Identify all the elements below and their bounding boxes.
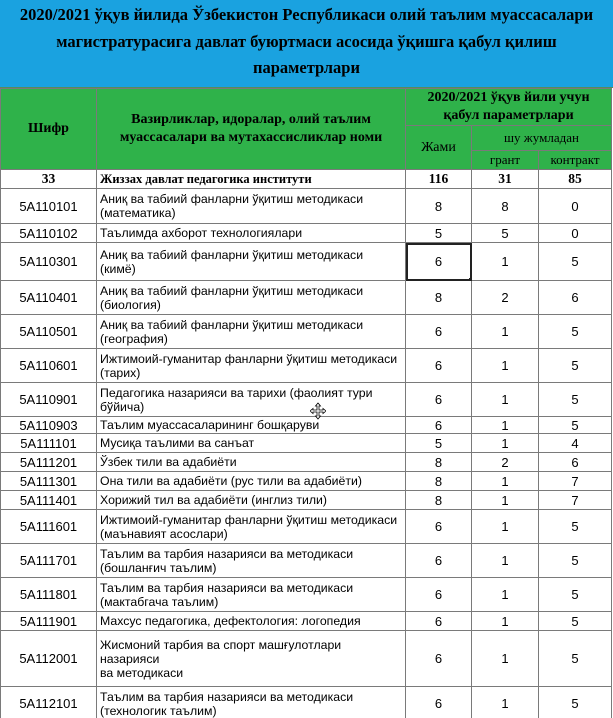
row-name[interactable] [97, 189, 406, 224]
institute-code[interactable]: 33 [1, 170, 97, 189]
institute-name[interactable]: Жиззах давлат педагогика институти [97, 170, 406, 189]
row-name-line: (маънавият асослари) [100, 526, 228, 541]
row-contract[interactable]: 5 [539, 417, 612, 434]
title-line-3: параметрлари [252, 58, 360, 77]
row-name[interactable] [97, 453, 406, 472]
row-total[interactable]: 8 [406, 189, 472, 224]
table-row [1, 243, 612, 281]
row-code[interactable]: 5A111901 [1, 612, 97, 631]
table-row [1, 472, 612, 491]
row-name-line: Ўзбек тили ва адабиёти [100, 455, 237, 469]
title-banner [0, 0, 613, 88]
row-name[interactable] [97, 417, 406, 434]
institute-grant[interactable]: 31 [472, 170, 539, 189]
row-total[interactable]: 6 [406, 349, 472, 383]
header-params [406, 89, 612, 126]
row-code[interactable]: 5A111601 [1, 510, 97, 544]
row-name-line: Таълим муассасаларининг бошқаруви [100, 418, 320, 432]
row-contract[interactable]: 5 [539, 578, 612, 612]
row-name-line: (математика) [100, 206, 176, 220]
row-contract[interactable]: 5 [539, 631, 612, 687]
row-name[interactable] [97, 243, 406, 281]
row-name[interactable] [97, 612, 406, 631]
row-total[interactable]: 6 [406, 612, 472, 631]
row-contract[interactable]: 7 [539, 491, 612, 510]
row-total[interactable]: 8 [406, 453, 472, 472]
row-total[interactable]: 8 [406, 491, 472, 510]
header-grant: грант [472, 151, 539, 170]
row-code[interactable]: 5A110101 [1, 189, 97, 224]
row-name[interactable] [97, 631, 406, 687]
row-grant[interactable]: 1 [472, 631, 539, 687]
row-contract[interactable]: 5 [539, 687, 612, 718]
row-grant[interactable]: 1 [472, 383, 539, 417]
row-total[interactable]: 6 [406, 315, 472, 349]
row-contract[interactable]: 5 [539, 315, 612, 349]
row-code[interactable]: 5A112001 [1, 631, 97, 687]
row-name-line: Хорижий тил ва адабиёти (инглиз тили) [100, 493, 327, 507]
table-row [1, 453, 612, 472]
row-total[interactable]: 6 [406, 544, 472, 578]
row-code[interactable]: 5A110301 [1, 243, 97, 281]
row-grant[interactable]: 1 [472, 315, 539, 349]
table-row [1, 687, 612, 718]
row-contract[interactable]: 5 [539, 243, 612, 281]
row-total[interactable]: 6 [406, 243, 472, 281]
header-contract: контракт [539, 151, 612, 170]
row-name[interactable] [97, 383, 406, 417]
table-row [1, 434, 612, 453]
institute-contract[interactable]: 85 [539, 170, 612, 189]
row-name[interactable] [97, 472, 406, 491]
row-code[interactable]: 5A111801 [1, 578, 97, 612]
row-total[interactable]: 6 [406, 383, 472, 417]
row-code[interactable]: 5A111301 [1, 472, 97, 491]
table-row [1, 224, 612, 243]
row-code[interactable]: 5A111701 [1, 544, 97, 578]
row-name-line: (мактабгача таълим) [100, 594, 219, 609]
row-name[interactable] [97, 510, 406, 544]
row-grant[interactable]: 2 [472, 453, 539, 472]
row-name[interactable] [97, 544, 406, 578]
row-contract[interactable]: 5 [539, 383, 612, 417]
row-name-line: бўйича) [100, 399, 145, 414]
row-grant[interactable]: 8 [472, 189, 539, 224]
row-code[interactable]: 5A111101 [1, 434, 97, 453]
table-row [1, 417, 612, 434]
row-name-line: (технологик таълим) [100, 703, 217, 718]
move-cursor-icon [310, 402, 326, 420]
row-name-line: Педагогика назарияси ва тарихи (фаолият тури [100, 385, 373, 400]
table-row [1, 612, 612, 631]
row-contract[interactable]: 7 [539, 472, 612, 491]
row-code[interactable]: 5A110401 [1, 281, 97, 315]
row-contract[interactable]: 5 [539, 510, 612, 544]
row-grant[interactable]: 1 [472, 544, 539, 578]
row-name-line: Мусиқа таълими ва санъат [100, 436, 255, 450]
table-row [1, 491, 612, 510]
row-grant[interactable]: 1 [472, 349, 539, 383]
header-code: Шифр [1, 89, 97, 170]
row-name-line: Таълим ва тарбия назарияси ва методикаси [100, 546, 354, 561]
row-name-line: Махсус педагогика, дефектология: логопедия [100, 614, 361, 628]
row-name[interactable] [97, 315, 406, 349]
table-row [1, 544, 612, 578]
row-name[interactable] [97, 434, 406, 453]
row-code[interactable]: 5A112101 [1, 687, 97, 718]
row-name-line: Ижтимоий-гуманитар фанларни ўқитиш методикаси [100, 351, 398, 366]
row-grant[interactable]: 1 [472, 510, 539, 544]
row-total[interactable]: 6 [406, 687, 472, 718]
row-total[interactable]: 6 [406, 631, 472, 687]
header-params-line-2: қабул параметрлари [443, 108, 574, 123]
row-name-line: Таълим ва тарбия назарияси ва методикаси [100, 689, 354, 704]
header-name-line-1: Вазирликлар, идоралар, олий таълим [131, 112, 371, 127]
row-name-line: ва методикаси [100, 665, 184, 680]
row-grant[interactable]: 1 [472, 687, 539, 718]
row-name[interactable] [97, 349, 406, 383]
row-contract[interactable]: 5 [539, 349, 612, 383]
row-grant[interactable]: 2 [472, 281, 539, 315]
table-row [1, 383, 612, 417]
row-name[interactable] [97, 224, 406, 243]
row-name-line: Аниқ ва табиий фанларни ўқитиш методикаси [100, 283, 364, 298]
table-row [1, 189, 612, 224]
row-code[interactable]: 5A110601 [1, 349, 97, 383]
header-total: Жами [406, 126, 472, 170]
admission-table [0, 88, 612, 718]
row-total[interactable]: 6 [406, 417, 472, 434]
row-name-line: (биология) [100, 297, 161, 312]
row-name-line: Аниқ ва табиий фанларни ўқитиш методикаси [100, 317, 364, 332]
row-name-line: Аниқ ва табиий фанларни ўқитиш методикаси (кимё) [100, 247, 364, 276]
row-contract[interactable]: 6 [539, 453, 612, 472]
row-grant[interactable]: 1 [472, 612, 539, 631]
row-total[interactable]: 6 [406, 510, 472, 544]
row-total[interactable]: 5 [406, 224, 472, 243]
header-name-line-2: муассасалари ва мутахассисликлар номи [119, 130, 383, 145]
row-code[interactable]: 5A111401 [1, 491, 97, 510]
row-grant[interactable]: 1 [472, 243, 539, 281]
table-row [1, 349, 612, 383]
row-grant[interactable]: 1 [472, 472, 539, 491]
row-name-line: Аниқ ва табиий фанларни ўқитиш методикаси [100, 192, 364, 206]
row-grant[interactable]: 1 [472, 491, 539, 510]
row-code[interactable]: 5A110102 [1, 224, 97, 243]
row-code[interactable]: 5A110903 [1, 417, 97, 434]
row-contract[interactable]: 4 [539, 434, 612, 453]
table-body [1, 170, 612, 718]
table-row [1, 315, 612, 349]
title-line-2: магистратурасига давлат буюртмаси асосида ўқишга қабул қилиш [56, 32, 557, 51]
header-including: шу жумладан [472, 126, 612, 151]
table-row [1, 510, 612, 544]
row-name[interactable] [97, 687, 406, 718]
row-contract[interactable]: 0 [539, 224, 612, 243]
table-row [1, 281, 612, 315]
row-contract[interactable]: 6 [539, 281, 612, 315]
row-total[interactable]: 8 [406, 472, 472, 491]
row-grant[interactable]: 5 [472, 224, 539, 243]
row-name-line: (география) [100, 331, 168, 346]
row-contract[interactable]: 0 [539, 189, 612, 224]
table-row [1, 578, 612, 612]
row-name-line: Жисмоний тарбия ва спорт машғулотлари назарияси [100, 637, 342, 666]
row-code[interactable]: 5A110501 [1, 315, 97, 349]
row-total[interactable]: 6 [406, 578, 472, 612]
row-name-line: (бошланғич таълим) [100, 560, 217, 575]
header-params-line-1: 2020/2021 ўқув йили учун [427, 90, 590, 105]
row-name-line: Таълим ва тарбия назарияси ва методикаси [100, 580, 354, 595]
row-grant[interactable]: 1 [472, 434, 539, 453]
row-name-line: Таълимда ахборот технологиялари [100, 226, 303, 240]
row-code[interactable]: 5A110901 [1, 383, 97, 417]
row-contract[interactable]: 5 [539, 612, 612, 631]
row-contract[interactable]: 5 [539, 544, 612, 578]
row-name-line: (тарих) [100, 365, 141, 380]
row-name-line: Ижтимоий-гуманитар фанларни ўқитиш методикаси [100, 512, 398, 527]
row-name[interactable] [97, 578, 406, 612]
row-total[interactable]: 8 [406, 281, 472, 315]
header-name [97, 89, 406, 170]
row-grant[interactable]: 1 [472, 417, 539, 434]
table-row [1, 631, 612, 687]
row-code[interactable]: 5A111201 [1, 453, 97, 472]
institute-row [1, 170, 612, 189]
row-name[interactable] [97, 491, 406, 510]
row-name[interactable] [97, 281, 406, 315]
title-line-1: 2020/2021 ўқув йилида Ўзбекистон Республикаси олий таълим муассасалари [19, 5, 594, 24]
row-total[interactable]: 5 [406, 434, 472, 453]
row-name-line: Она тили ва адабиёти (рус тили ва адабиёти) [100, 474, 362, 488]
row-grant[interactable]: 1 [472, 578, 539, 612]
institute-total[interactable]: 116 [406, 170, 472, 189]
